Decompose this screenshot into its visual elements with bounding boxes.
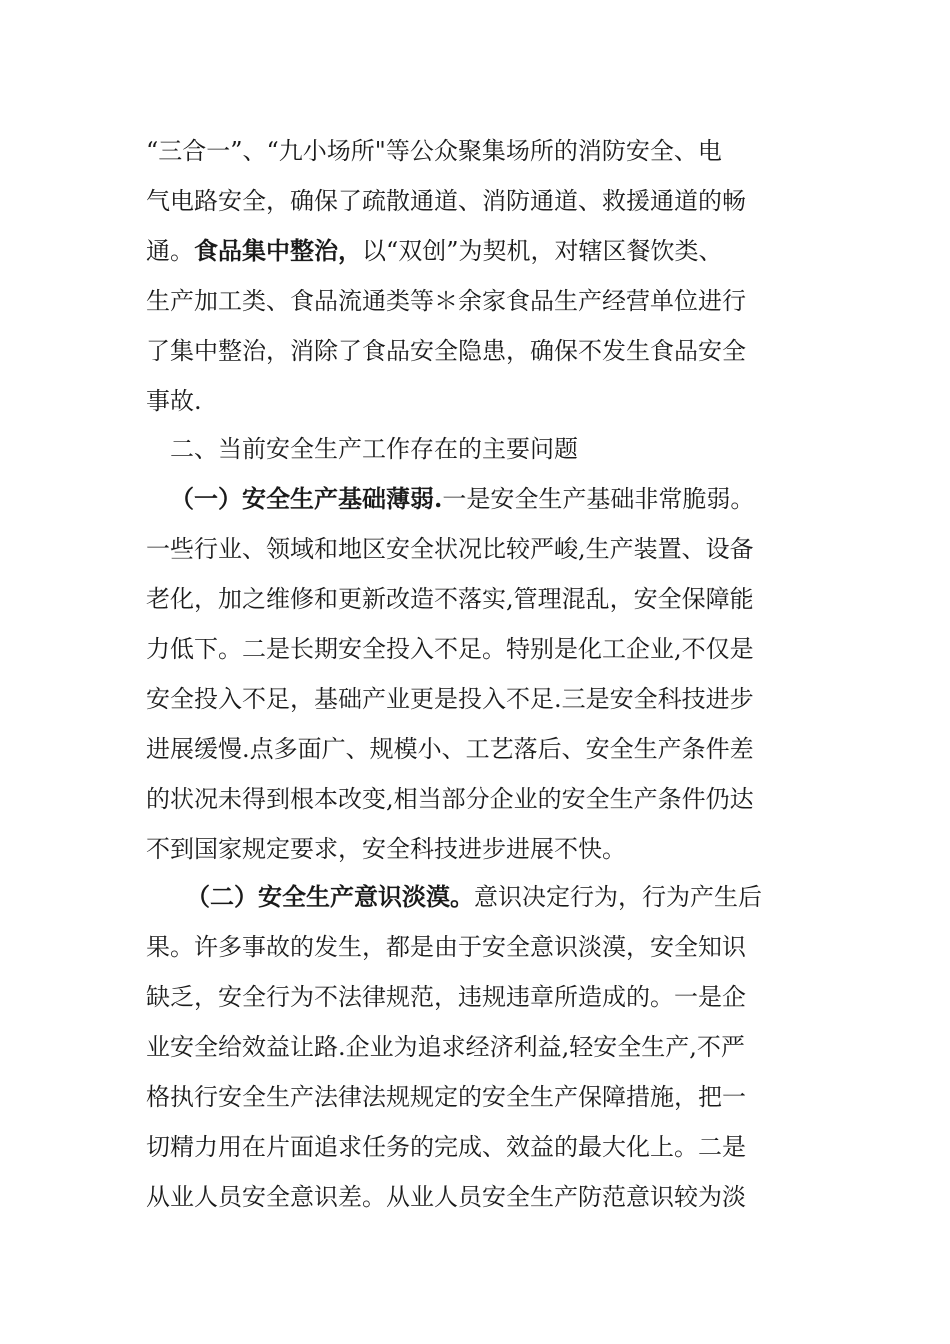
text-line: “三合一”、“九小场所"等公众聚集场所的消防安全、电 — [146, 137, 722, 165]
text-line: 不到国家规定要求，安全科技进步进展不快。 — [146, 835, 626, 863]
text-line: 一些行业、领域和地区安全状况比较严峻,生产装置、设备 — [146, 535, 754, 563]
text-line — [146, 474, 806, 524]
section-heading — [170, 424, 830, 474]
text-line: 切精力用在片面追求任务的完成、效益的最大化上。二是 — [146, 1133, 746, 1161]
paragraph-weak-foundation — [146, 474, 806, 874]
text-line: 进展缓慢.点多面广、规模小、工艺落后、安全生产条件差 — [146, 735, 754, 763]
text-line: 缺乏，安全行为不法律规范，违规违章所造成的。一是企 — [146, 983, 746, 1011]
text-line: 从业人员安全意识差。从业人员安全生产防范意识较为淡 — [146, 1183, 746, 1211]
text-line: 业安全给效益让路.企业为追求经济利益,轻安全生产,不严 — [146, 1033, 745, 1061]
paragraph-safety-food — [146, 126, 806, 426]
paragraph-weak-awareness — [146, 872, 806, 1222]
text-segment: 以“双创”为契机，对辖区餐饮类、 — [362, 237, 723, 265]
text-line: 了集中整治，消除了食品安全隐患，确保不发生食品安全 — [146, 337, 746, 365]
text-line — [146, 226, 806, 276]
subsection-heading: （一）安全生产基础薄弱. — [170, 484, 443, 513]
subsection-heading: （二）安全生产意识淡漠。 — [186, 882, 474, 911]
text-line: 果。许多事故的发生，都是由于安全意识淡漠，安全知识 — [146, 933, 746, 961]
text-line: 力低下。二是长期安全投入不足。特别是化工企业,不仅是 — [146, 635, 754, 663]
text-line — [146, 872, 806, 922]
text-segment: 通。 — [146, 237, 194, 265]
heading-main-problems: 二、当前安全生产工作存在的主要问题 — [170, 435, 578, 463]
text-line: 的状况未得到根本改变,相当部分企业的安全生产条件仍达 — [146, 785, 754, 813]
text-line: 安全投入不足，基础产业更是投入不足.三是安全科技进步 — [146, 685, 754, 713]
text-segment: 一是安全生产基础非常脆弱。 — [442, 485, 755, 513]
text-line: 气电路安全，确保了疏散通道、消防通道、救援通道的畅 — [146, 187, 746, 215]
bold-phrase: 食品集中整治， — [194, 236, 362, 265]
text-line: 格执行安全生产法律法规规定的安全生产保障措施，把一 — [146, 1083, 746, 1111]
text-line: 生产加工类、食品流通类等＊余家食品生产经营单位进行 — [146, 287, 746, 315]
text-segment: 意识决定行为，行为产生后 — [474, 883, 762, 911]
text-line: 事故. — [146, 387, 202, 415]
text-line: 老化，加之维修和更新改造不落实,管理混乱，安全保障能 — [146, 585, 754, 613]
